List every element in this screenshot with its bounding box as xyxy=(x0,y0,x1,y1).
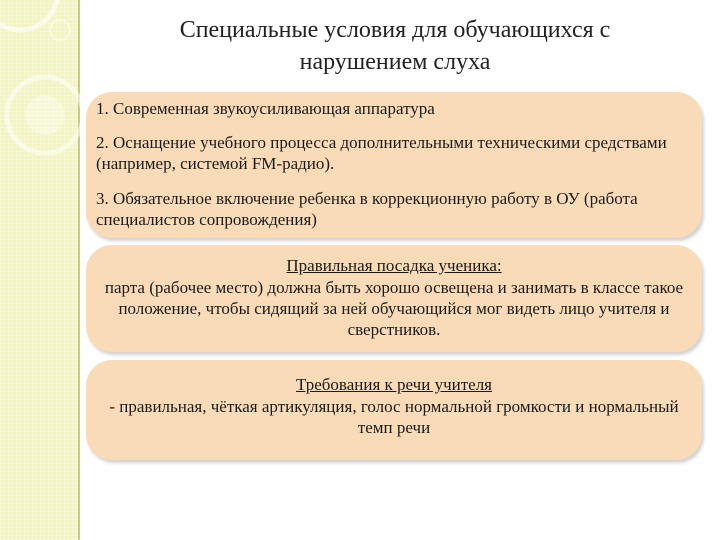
decorative-circles xyxy=(0,0,90,540)
equipment-box xyxy=(86,92,702,238)
equipment-item-1: 1. Современная звукоусиливающая аппаратура xyxy=(96,99,435,118)
title-line-2: нарушением слуха xyxy=(299,49,491,75)
equipment-item-3: 3. Обязательное включение ребенка в коррекционную работу в ОУ (работа специалистов сопровождения) xyxy=(96,189,638,229)
seating-box xyxy=(86,245,702,352)
speech-box xyxy=(86,360,702,460)
seating-text: парта (рабочее место) должна быть хорошо освещена и занимать в классе такое положение, чтобы сидящий за ней обучающийся мог видеть лицо учителя и сверстников. xyxy=(104,278,684,339)
speech-text: - правильная, чёткая артикуляция, голос нормальной громкости и нормальный темп речи xyxy=(109,397,679,437)
slide-title xyxy=(90,14,700,78)
seating-heading: Правильная посадка ученика: xyxy=(286,256,502,275)
speech-heading: Требования к речи учителя xyxy=(296,375,492,394)
title-line-1: Специальные условия для обучающихся с xyxy=(179,17,611,43)
equipment-item-2: 2. Оснащение учебного процесса дополнительными техническими средствами (например, системой FM-радио). xyxy=(96,133,667,173)
